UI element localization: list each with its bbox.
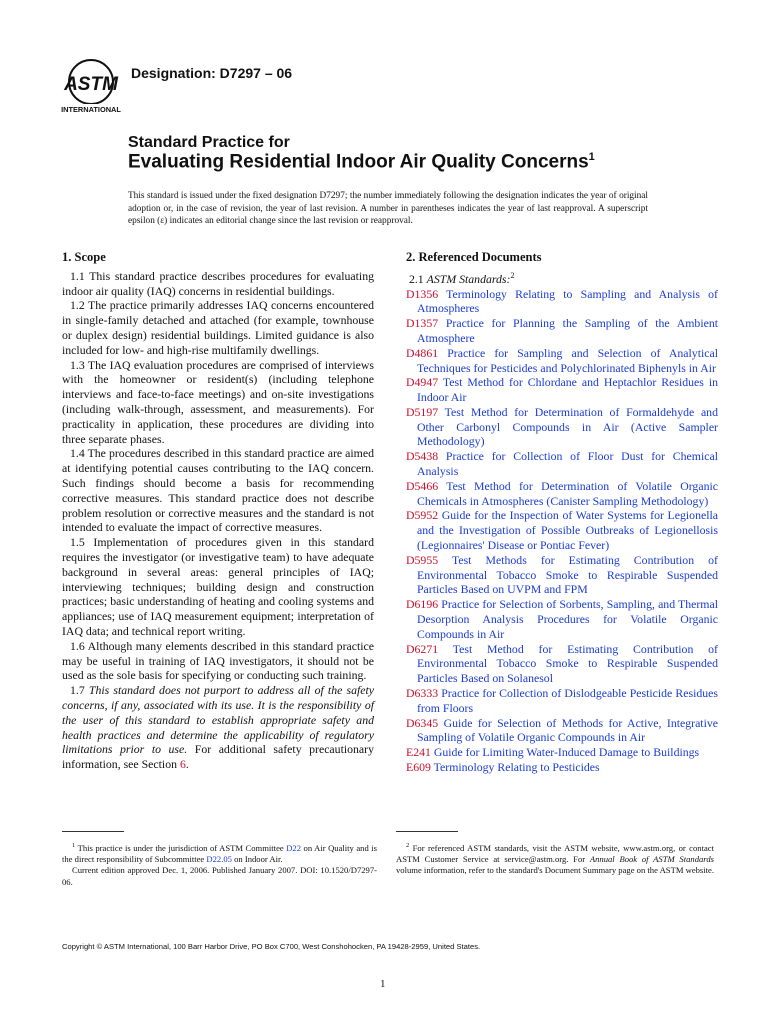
footnote-2-mark[interactable]: 2 bbox=[510, 270, 515, 280]
reference-code-link[interactable]: D6333 bbox=[406, 686, 439, 701]
reference-code-link[interactable]: E609 bbox=[406, 760, 431, 775]
footnote-text: volume information, refer to the standard's Document Summary page on the ASTM website. bbox=[396, 865, 715, 876]
reference-code-link[interactable]: D4947 bbox=[406, 375, 439, 390]
committee-d22-link[interactable]: D22 bbox=[286, 842, 302, 853]
footnote-text: on Air Quality and is the direct responsibility of Subcommittee bbox=[62, 842, 377, 865]
paragraph-number: 1.7 bbox=[70, 683, 85, 698]
footnote-1-block bbox=[62, 831, 377, 888]
reference-title-link[interactable]: Guide for Selection of Methods for Active, Integrative Sampling of Volatile Organic Compounds in Air bbox=[417, 715, 718, 745]
reference-item bbox=[406, 508, 718, 552]
references-heading: 2. Referenced Documents bbox=[406, 250, 542, 264]
astm-logo bbox=[60, 56, 122, 116]
reference-code-link[interactable]: D5952 bbox=[406, 508, 439, 523]
reference-item bbox=[406, 553, 718, 597]
paragraph-number: 2.1 bbox=[408, 271, 424, 286]
reference-code-link[interactable]: D5466 bbox=[406, 478, 439, 493]
reference-list bbox=[406, 287, 718, 775]
scope-paragraph: 1.4 The procedures described in this standard practice are aimed at identifying potential causes contributing to the IAQ concern. Such findings should become a basis for recommending corrective measures. This standard practice does not describe problem resolution or corrective measures and the standard is not intended to evaluate the impact of corrective measures. bbox=[62, 446, 374, 535]
reference-code-link[interactable]: D6271 bbox=[406, 641, 439, 656]
reference-code-link[interactable]: E241 bbox=[406, 745, 431, 760]
reference-title-link[interactable]: Test Methods for Estimating Contribution of Environmental Tobacco Smoke to Respirable Suspended Particles Based on UVPM and FPM bbox=[417, 552, 718, 597]
logo-wordmark: INTERNATIONAL bbox=[61, 105, 121, 114]
reference-title-link[interactable]: Practice for Planning the Sampling of the Ambient Atmosphere bbox=[417, 316, 719, 345]
reference-item bbox=[406, 316, 718, 346]
reference-title-link[interactable]: Test Method for Determination of Formaldehyde and Other Carbonyl Compounds in Air (Active Sampler Methodology) bbox=[417, 404, 718, 449]
footnote-1 bbox=[62, 840, 377, 888]
scope-paragraph: 1.2 The practice primarily addresses IAQ concerns encountered in single-family detached and attached (for example, townhouse or duplex design) residential buildings. Limited guidance is also included for low- and high-rise multifamily dwellings. bbox=[62, 298, 374, 357]
title-line-1: Standard Practice for bbox=[128, 134, 290, 151]
reference-item bbox=[406, 405, 718, 449]
reference-code-link[interactable]: D5197 bbox=[406, 404, 439, 419]
scope-paragraph: 1.3 The IAQ evaluation procedures are comprised of interviews with the homeowner or resident(s) (including telephone interviews and face-to-face meetings) and on-site investigations (including walk-through, assessment, and measurements). For practicality in application, these procedures are dividing into three separate phases. bbox=[62, 357, 374, 446]
copyright: Copyright © ASTM International, 100 Barr Harbor Drive, PO Box C700, West Conshohocken, PA 19428-2959, United States. bbox=[62, 942, 481, 951]
title-footnote-mark[interactable]: 1 bbox=[588, 151, 595, 163]
reference-item bbox=[406, 449, 718, 479]
footnote-2 bbox=[396, 840, 714, 877]
reference-item bbox=[406, 346, 718, 376]
reference-item bbox=[406, 760, 718, 775]
reference-title-link[interactable]: Test Method for Chlordane and Heptachlor Residues in Indoor Air bbox=[417, 375, 718, 405]
reference-title-link[interactable]: Guide for Limiting Water-Induced Damage to Buildings bbox=[433, 745, 700, 760]
footnote-mark: 1 bbox=[72, 842, 76, 849]
reference-code-link[interactable]: D6196 bbox=[406, 597, 439, 612]
scope-heading: 1. Scope bbox=[62, 250, 106, 264]
reference-item bbox=[406, 287, 718, 317]
footnote-text: on Indoor Air. bbox=[234, 854, 283, 865]
reference-code-link[interactable]: D6345 bbox=[406, 715, 439, 730]
reference-title-link[interactable]: Practice for Collection of Dislodgeable Pesticide Residues from Floors bbox=[417, 686, 718, 715]
reference-item bbox=[406, 716, 718, 746]
footnote-2-block bbox=[396, 831, 714, 877]
scope-paragraph-safety bbox=[62, 683, 374, 772]
reference-code-link[interactable]: D5438 bbox=[406, 449, 439, 464]
reference-title-link[interactable]: Practice for Selection of Sorbents, Sampling, and Thermal Desorption Analysis Procedures for Volatile Organic Compounds in Air bbox=[417, 597, 718, 641]
reference-title-link[interactable]: Test Method for Determination of Volatile Organic Chemicals in Atmospheres (Canister Sampling Methodology) bbox=[417, 478, 718, 508]
issued-note: This standard is issued under the fixed designation D7297; the number immediately following the designation indicates the year of original adoption or, in the case of revision, the year of last revision. A number in parentheses indicates the year of last reapproval. A superscript epsilon (ε) indicates an editorial change since the last revision or reapproval. bbox=[128, 191, 648, 226]
safety-tail: For additional safety precautionary information, see Section bbox=[62, 742, 374, 772]
footnote-text: This practice is under the jurisdiction of ASTM Committee bbox=[77, 842, 284, 853]
page-number: 1 bbox=[380, 978, 386, 990]
reference-item bbox=[406, 597, 718, 641]
reference-title-link[interactable]: Test Method for Estimating Contribution of Environmental Tobacco Smoke to Respirable Suspended Particles Based on Solanesol bbox=[417, 641, 718, 686]
references-section bbox=[406, 250, 718, 775]
footnote-text: For referenced ASTM standards, visit the ASTM website, www.astm.org, or contact ASTM Customer Service at service@astm.org. For bbox=[396, 842, 714, 865]
reference-code-link[interactable]: D5955 bbox=[406, 552, 439, 567]
reference-code-link[interactable]: D1356 bbox=[406, 286, 439, 301]
footnote-edition: Current edition approved Dec. 1, 2006. Published January 2007. DOI: 10.1520/D7297-06. bbox=[62, 865, 377, 887]
reference-title-link[interactable]: Terminology Relating to Sampling and Analysis of Atmospheres bbox=[417, 286, 718, 316]
section-6-link[interactable]: 6 bbox=[179, 757, 186, 772]
reference-title-link[interactable]: Practice for Collection of Floor Dust for Chemical Analysis bbox=[417, 449, 718, 479]
footnote-mark: 2 bbox=[406, 842, 410, 849]
reference-item bbox=[406, 745, 718, 760]
reference-code-link[interactable]: D4861 bbox=[406, 345, 439, 360]
annual-book-title: Annual Book of ASTM Standards bbox=[589, 854, 714, 865]
scope-paragraph: 1.5 Implementation of procedures given in this standard requires the investigator (or investigative team) to have adequate background in several areas: general principles of IAQ; interviewing techniques; building design and construction practices; basic understanding of heating and cooling systems and appliances; use of IAQ measurement equipment; interpretation of IAQ data; and technical report writing. bbox=[62, 535, 374, 638]
footnote-rule bbox=[62, 831, 124, 832]
scope-section bbox=[62, 250, 374, 772]
reference-item bbox=[406, 642, 718, 686]
reference-item bbox=[406, 686, 718, 716]
reference-title-link[interactable]: Practice for Sampling and Selection of Analytical Techniques for Pesticides and Polychlorinated Biphenyls in Air bbox=[417, 345, 719, 375]
astm-standards-label: ASTM Standards: bbox=[426, 271, 511, 286]
references-intro bbox=[406, 269, 718, 287]
scope-paragraph: 1.6 Although many elements described in this standard practice may be useful in training of IAQ investigators, it should not be used as the sole basis for specifying or conducting such training. bbox=[62, 638, 374, 683]
svg-text:ASTM: ASTM bbox=[64, 74, 118, 95]
footnote-rule bbox=[396, 831, 458, 832]
period: . bbox=[185, 757, 189, 772]
reference-item bbox=[406, 479, 718, 509]
scope-paragraph: 1.1 This standard practice describes procedures for evaluating indoor air quality (IAQ) concerns in residential buildings. bbox=[62, 268, 374, 298]
reference-title-link[interactable]: Terminology Relating to Pesticides bbox=[433, 760, 600, 775]
reference-code-link[interactable]: D1357 bbox=[406, 316, 439, 331]
safety-statement: This standard does not purport to address all of the safety concerns, if any, associated with its use. It is the responsibility of the user of this standard to establish appropriate safety and health practices and determine the applicability of regulatory limitations prior to use. bbox=[62, 683, 374, 757]
document-title bbox=[128, 151, 595, 173]
reference-item bbox=[406, 375, 718, 405]
subcommittee-d2205-link[interactable]: D22.05 bbox=[206, 854, 232, 865]
title-line-2: Evaluating Residential Indoor Air Quality Concerns bbox=[128, 151, 589, 173]
designation: Designation: D7297 – 06 bbox=[131, 65, 293, 81]
reference-title-link[interactable]: Guide for the Inspection of Water Systems for Legionella and the Investigation of Possible Outbreaks of Legionellosis (Legionnaires' Disease or Pontiac Fever) bbox=[417, 508, 718, 553]
